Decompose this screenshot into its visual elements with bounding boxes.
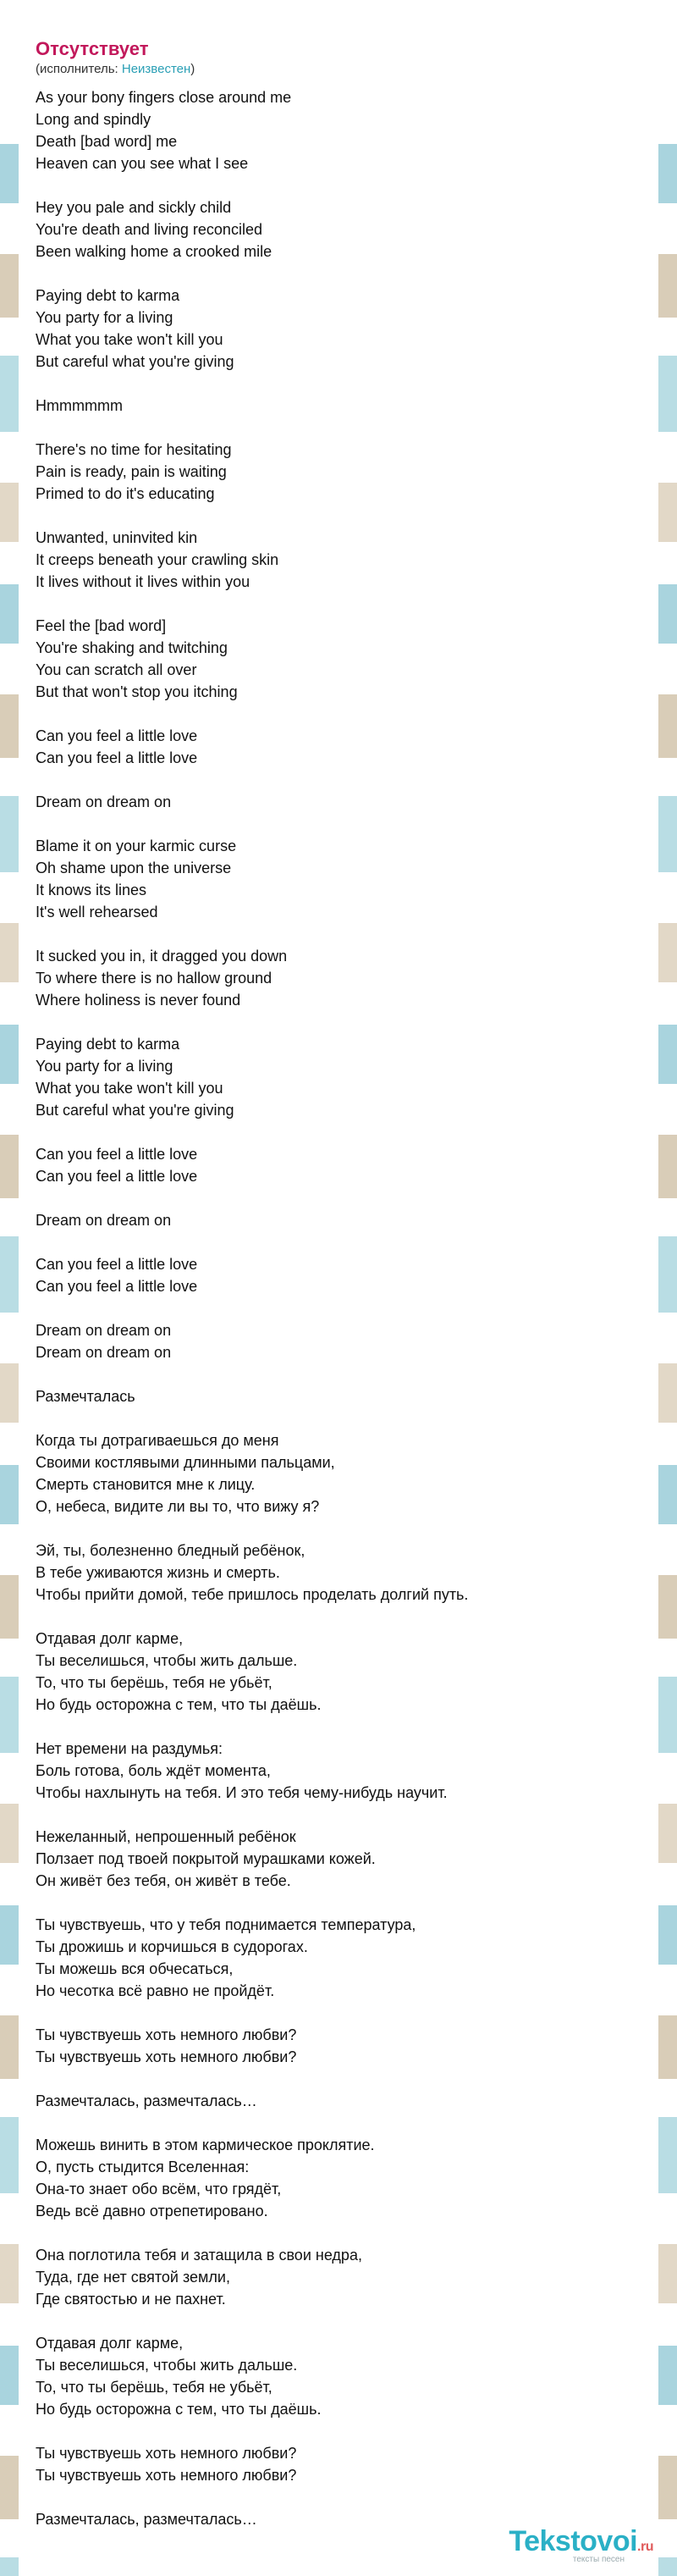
artist-prefix: (исполнитель:	[36, 62, 122, 76]
logo-brand-name: Tekstovoi	[509, 2525, 638, 2557]
logo-tld: .ru	[637, 2540, 653, 2554]
artist-suffix: )	[190, 62, 195, 76]
lyrics-text: As your bony fingers close around me Long and spindly Death [bad word] me Heaven can you see what I see Hey you pale and sickly child You're death and living reconciled Been walking home a crooked mile Paying debt to karma You party for a living What you take won't kill you But careful what you're giving Hmmmmmm There's no time for hesitating Pain is ready, pain is waiting Primed to do it's educating Unwanted, uninvited kin It creeps beneath your crawling skin It lives without it lives within you Feel the [bad word] You're shaking and twitching You can scratch all over But that won't stop you itching Can you feel a little love Can you feel a little love Dream on dream on Blame it on your karmic curse Oh shame upon the universe It knows its lines It's well rehearsed It sucked you in, it dragged you down To where there is no hallow ground Where holiness is never found Paying debt to karma You party for a living What you take won't kill you But careful what you're giving Can you feel a little love Can you feel a little love Dream on dream on Can you feel a little love Can you feel a little love Dream on dream on Dream on dream on Размечталась Когда ты дотрагиваешься до меня Своими костлявыми длинными пальцами, Смерть становится мне к лицу. О, небеса, видите ли вы то, что вижу я? Эй, ты, болезненно бледный ребёнок, В тебе уживаются жизнь и смерть. Чтобы прийти домой, тебе пришлось проделать долгий путь. Отдавая долг карме, Ты веселишься, чтобы жить дальше. То, что ты берёшь, тебя не убьёт, Но будь осторожна с тем, что ты даёшь. Нет времени на раздумья: Боль готова, боль ждёт момента, Чтобы нахлынуть на тебя. И это тебя чему-нибудь научит. Нежеланный, непрошенный ребёнок Ползает под твоей покрытой мурашками кожей. Он живёт без тебя, он живёт в тебе. Ты чувствуешь, что у тебя поднимается температура, Ты дрожишь и корчишься в судорогах. Ты можешь вся обчесаться, Но чесотка всё равно не пройдёт. Ты чувствуешь хоть немного любви? Ты чувствуешь хоть немного любви? Размечталась, размечталась… Можешь винить в этом кармическое проклятие. О, пусть стыдится Вселенная: Она-то знает обо всём, что грядёт, Ведь всё давно отрепетировано. Она поглотила тебя и затащила в свои недра, Туда, где нет святой земли, Где святостью и не пахнет. Отдавая долг карме, Ты веселишься, чтобы жить дальше. То, что ты берёшь, тебя не убьёт, Но будь осторожна с тем, что ты даёшь. Ты чувствуешь хоть немного любви? Ты чувствуешь хоть немного любви? Размечталась, размечталась…	[36, 89, 469, 2528]
logo-tagline: тексты песен	[572, 2555, 625, 2564]
artist-line	[36, 61, 628, 78]
right-decorative-border	[658, 144, 677, 2576]
song-title: Отсутствует	[36, 38, 149, 59]
left-decorative-border	[0, 144, 19, 2576]
lyrics-page	[36, 37, 628, 2530]
logo-brand	[509, 2525, 653, 2558]
artist-link[interactable]: Неизвестен	[121, 62, 191, 76]
site-logo[interactable]	[509, 2525, 653, 2564]
